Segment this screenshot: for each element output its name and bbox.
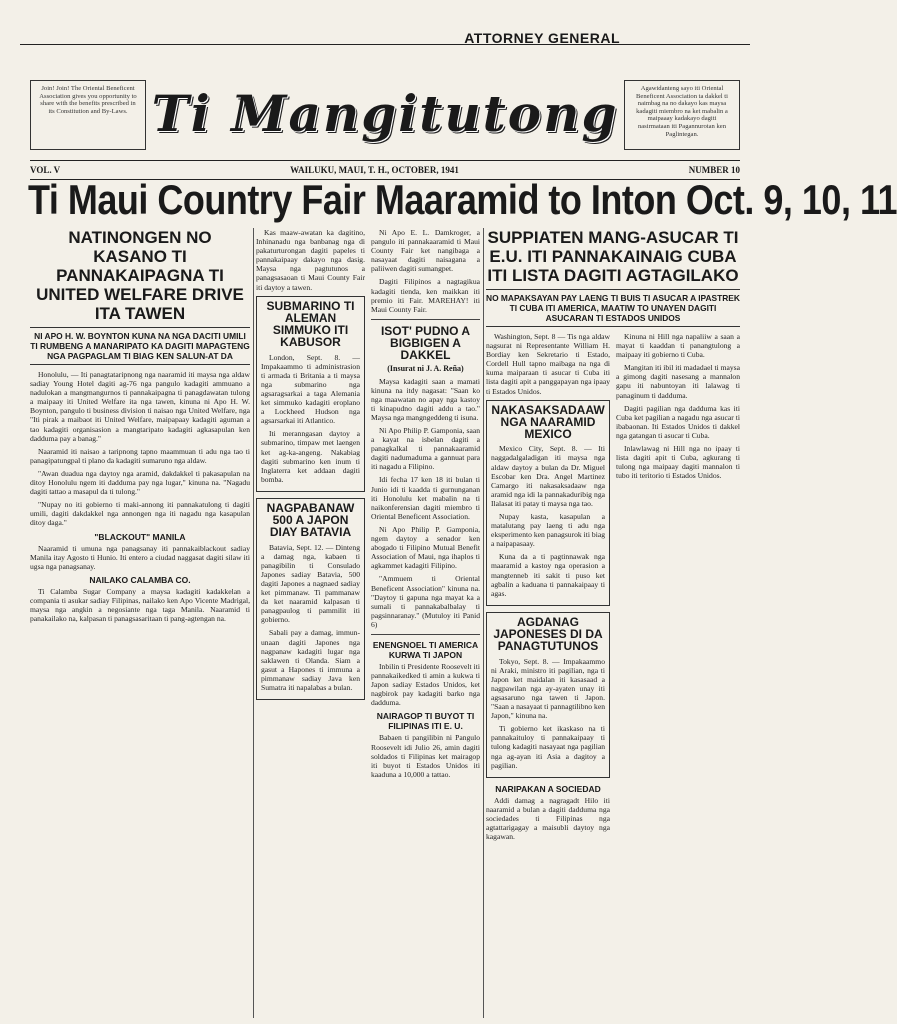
byline: (Insurat ni J. A. Reña) xyxy=(387,363,464,373)
article-paragraph: Iti meranngasan daytoy a submarino, timpaw met laengen ket ag-ka-angeng. Nakabiag dagiti submarino ken inum ti Inglaterra ket addaan dagiti bomba. xyxy=(261,429,360,484)
article-paragraph: "Awan duadua nga daytoy nga aramid, dakdakkel ti pakasapulan na ditoy Honolulu ngem iti dadduma pay nga lugar," kinuna na. "Nagadu dagiti tattao a masapul da ti tulong." xyxy=(30,468,250,497)
right-split xyxy=(486,332,740,845)
issue-number: NUMBER 10 xyxy=(688,165,740,175)
article-paragraph: Ni Apo Philip P. Gamponia, ngem daytoy a senador ken abogado ti Filipino Mutual Benefit Association of Maui, nga ihaplos ti agkammet kadagiti Filipino. xyxy=(371,524,480,571)
attorney-general-stamp: ATTORNEY GENERAL xyxy=(464,30,620,46)
article-paragraph: Inlawlawag ni Hill nga no ipaay ti lista dagiti apit ti Cuba, agkurang ti tulong nga maipaay dagiti mannalon ti tubo iti teritorio ti Estados Unidos. xyxy=(616,444,740,481)
headline-nairagop: NAIRAGOP TI BUYOT TI FILIPINAS ITI E. U. xyxy=(376,711,475,732)
article-paragraph: Babaen ti pangilibin ni Pangulo Roosevelt idi Julio 26, amin dagiti soldados ti Filipinas ket mairagop iti buyot ti Estados Unidos iti kaaduna a 10,000 a tattao. xyxy=(371,733,480,779)
article-paragraph: Dagiti pagilian nga dadduma kas iti Cuba ket pagilian a nagadu nga asucar ti ibabaonan. Iti Estados Unidos ti dakkel nga gatangan ti asucar ti Cuba. xyxy=(616,403,740,440)
column-rule xyxy=(483,228,484,1018)
subhead-blackout-manila: "BLACKOUT" MANILA xyxy=(94,531,186,542)
deck-welfare-drive: NI APO H. W. BOYNTON KUNA NA NGA DACITI UMILI TI RUMBENG A MANARIPATO KA DAGITI MAPAGTENG NGA PAGPAGLAM TI BIAG KEN SALUN-AT DA xyxy=(30,327,250,365)
article-paragraph: "Ammuem ti Oriental Beneficent Association" kinuna na. "Daytoy ti gapuna nga mayat ka a sumali ti pannakabalbalay ti pagsinnaranay." (Mutuloy iti Panid 6) xyxy=(371,574,480,629)
japoneses-box xyxy=(486,612,610,778)
article-columns xyxy=(30,228,740,1018)
headline-isot-pudno: ISOT' PUDNO A BIGBIGEN A DAKKEL xyxy=(380,323,471,363)
middle-top-split xyxy=(256,228,480,783)
article-paragraph: London, Sept. 8. — Impakaammo ti administrasion ti armada ti Britania a ti maysa nga submarino nga agsaragsarkai a taga Alemania ket simmuko kadagiti eroplano a Lockheed Hudson nga agsarsarkai iti Atlantico. xyxy=(261,352,360,426)
article-paragraph: Ti Calamba Sugar Company a maysa kadagiti kadakkelan a compania ti asukar sadiay Filipinas, nailako ken Apo Vicente Madrigal, maysa nga angkin a negosiante nga taga Manila. Naaramid ti panakailako na, kalpasan ti panagsasaritaan ti pang-agtengan na. xyxy=(30,586,250,624)
column-middle xyxy=(256,228,480,1018)
deck-suppiaten: NO MAPAKSAYAN PAY LAENG TI BUIS TI ASUCAR A IPASTREK TI CUBA ITI AMERICA, MAATIW TO UNAYEN DAGITI ASUCARAN TI ESTADOS UNIDOS xyxy=(486,289,740,327)
top-rule xyxy=(20,44,750,45)
article-paragraph: Kinuna ni Hill nga napaliiw a saan a mayat ti kaaddan ti panangtulong a maipaay iti gobierno ti Cuba. xyxy=(616,332,740,360)
headline-batavia: NAGPABANAW 500 A JAPON DIAY BATAVIA xyxy=(266,500,355,540)
article-paragraph: Dagiti Filipinos a nagtagikua kadagiti tienda, ken maikkan iti premio iti Fair. MAREHAY! iti Maui County Fair. xyxy=(371,277,480,314)
headline-suppiaten: SUPPIATEN MANG-ASUCAR TI E.U. ITI PANNAKAINAIG CUBA ITI LISTA DAGITI AGTAGILAKO xyxy=(487,228,739,285)
ear-box-right: Agawidanteng sayo iti Oriental Beneficent Association ta dakkel ti naimbag na no dakayo kas maysa kadagiti miembro na ket mabalin a maipaaay kadakayo dagiti nasirmataan iti Pagannurotan ken Paglintegan. xyxy=(624,80,740,150)
article-paragraph: Ti gobierno ket ikaskaso na ti pannakaituloy ti pannakaipaay ti tulong kadagiti nasayaat nga pagilian nga ag-ayan iti Asia a dagitoy a pagilian. xyxy=(491,724,605,770)
article-paragraph: Ni Apo Philip P. Gamponia, saan a kayat na isbelan dagiti a panagkalkal ti pannakaaramid dagiti nadumaduma a gannuat para iti nagadu a Filipino. xyxy=(371,426,480,472)
article-paragraph: Naaramid iti naisao a taripnong tapno maammuan ti adu nga tao ti panagipatungpal ti plano da kadagiti sumaruno nga aldaw. xyxy=(30,446,250,465)
article-paragraph: Kuna da a ti pagtinnawak nga maaramid a kastoy nga operasion a mangtenneb iti sakit ti puso ket agbalin a kaduana ti pannakaipaay ti agas. xyxy=(491,552,605,598)
article-paragraph: Sabali pay a damag, immun-unaan dagiti Japones nga nagpanaw kadagiti lugar nga saklawen ti Olanda. Siam a gasut a Hapones ti immuna a pimmanaw sadiay Java ken Sumatra iti napalabas a bulan. xyxy=(261,628,360,693)
article-paragraph: Maysa kadagiti saan a mamati kinuna na itdy nagasat: "Saan ko nga maawatan no apay nga kastoy ti kinapudno dagiti addu a tao." Maysa nga mangngeddeng ti isuna. xyxy=(371,376,480,422)
headline-welfare-drive: NATINONGEN NO KASANO TI PANNAKAIPAGNA TI UNITED WELFARE DRIVE ITA TAWEN xyxy=(36,228,244,323)
article-paragraph: Washington, Sept. 8 — Tis nga aldaw nagsurat ni Representante William H. Bordiay ken Sekretario ti Estado, Cordell Hull tapno maibaga na nga di kuma maiparaan ti asucar ti Cuba iti lista dagiti apit a panggapayan nga ipaay ti Estados Unidos. xyxy=(486,332,610,396)
headline-enengnoel: ENENGNOEL TI AMERICA KURWA TI JAPON xyxy=(372,639,479,660)
column-left xyxy=(30,228,250,1018)
article-paragraph: Idi fecha 17 ken 18 iti bulan ti Junio idi ti kaadda ti gurnunganan iti Honolulu ket mabalin na ti naikonferensian dagiti miembro ti Oriental Beneficent Association. xyxy=(371,475,480,521)
article-paragraph: Mangitan iti ibil iti madadael ti maysa a gimong dagiti nasesang a mannalon gapu iti nabuntoyan iti lalawag ti panaginum ti dadduma. xyxy=(616,363,740,400)
column-right xyxy=(486,228,740,1018)
headline-submarino: SUBMARINO TI ALEMAN SIMMUKO ITI KABUSOR xyxy=(266,298,355,350)
article-paragraph: Inbilin ti Presidente Roosevelt iti pannakaikedked ti amin a kukwa ti Japon sadiay Estados Unidos, ket nagbirok pay kadagiti barko nga dadduma. xyxy=(371,661,480,708)
article-paragraph: Naaramid ti umuna nga panagsanay iti pannakaiblackout sadiay Manila itay Agosto ti Hunio. Iti entero a ciudad naggasat dagiti silaw iti ugsa nga panagsanay. xyxy=(30,543,250,571)
article-paragraph: "Nupay no iti gobierno ti maki-annong iti pannakatulong ti dagiti umili, dagiti dakdakkel nga annongen nga iti nagadu nga kasapulan ditoy daga." xyxy=(30,500,250,528)
banner-headline: Ti Maui Country Fair Maaramid to Inton Oct. 9, 10, 11 xyxy=(28,175,897,223)
article-paragraph: Kas maaw-awatan ka dagitino, Inhinanadu nga banbanag nga di pakaturturongan dagiti papeles ti pannakaipaay dakayo nga dasig. Maysa nga pagtutunos a panagsasaoan ti Maui County Fair iti daytoy a tawen. xyxy=(256,228,365,292)
article-paragraph: Ni Apo E. L. Damkroger, a pangulo iti pannakaaramid ti Maui County Fair ket nangibaga a nasayaat dagiti naisagana a paliiwen dagiti sumangpet. xyxy=(371,228,480,274)
column-rule xyxy=(253,228,254,1018)
divider xyxy=(371,319,480,320)
article-paragraph: Honolulu, — Iti panagtataripnong nga naaramid iti maysa nga aldaw sadiay Young Hotel dagiti ag-76 nga pangulo kadagiti ammuano a nadulokan a mangmangurnos ti pannakaipagna ti panagdawatan tulong a maipaay iti United Welfare ita nga tawen, kinuna ni Apo H. W. Boynton, pangulo ti business division ti naisao nga United Welfare, nga "Iti pirak a maibaot iti United Welfare, maipapaay kadagiti aguman a tao kadagiti organisasion a mangtaripato kadagiti agkasapulan ken dadduma pay a banag." xyxy=(30,370,250,443)
divider xyxy=(371,634,480,635)
headline-agdanag: AGDANAG JAPONESES DI DA PANAGTUTUNOS xyxy=(493,614,603,654)
mexico-box xyxy=(486,400,610,606)
headline-naripakan: NARIPAKAN A SOCIEDAD xyxy=(495,783,601,794)
masthead-title: Ti Mangitutong xyxy=(151,84,619,143)
subhead-calamba: NAILAKO CALAMBA CO. xyxy=(89,574,191,585)
article-paragraph: Nupay kasta, kasapulan a matalutang pay laeng ti adu nga eksperimento ken panagsurok iti biag a naipapasaay. xyxy=(491,512,605,549)
ear-box-left: Join! Join! The Oriental Beneficent Association gives you opportunity to share with the benefits prescribed in its Constitution and By-Laws. xyxy=(30,80,146,150)
submarino-box xyxy=(256,296,365,492)
dateline-text: WAILUKU, MAUI, T. H., OCTOBER, 1941 xyxy=(290,165,459,175)
batavia-box xyxy=(256,498,365,700)
article-paragraph: Mexico City, Sept. 8. — Iti naggadalgaladigan iti maysa nga aldaw daytoy a bulan da Dr. Miguel Escobar ken Dra. Angel Martinez Camargo iti nakasaksadaaw nga aramid nga idi la pannakaduribig nga Ilalasat iti patay ti maysa nga tao. xyxy=(491,444,605,508)
headline-mexico: NAKASAKSADAAW NGA NAARAMID MEXICO xyxy=(491,402,605,442)
article-paragraph: Batavia, Sept. 12. — Dinteng a damag nga, kabaen ti panagibilin ti Consulado Japones sadiay Batavia, 500 dagiti Japones a nagnaed sadiay ket pimmanaw. Ti pammanaw da ket naaramid kalpasan ti panagpaulog ti pammilit iti gobierno. xyxy=(261,542,360,625)
article-paragraph: Addi damag a nagragadt Hilo iti naaramid a bulan a dagiti dadduma nga sociedades ti Filipinas nga agtattarigagay a maisubli daytoy nga kagawan. xyxy=(486,795,610,842)
volume-label: VOL. V xyxy=(30,165,61,175)
article-paragraph: Tokyo, Sept. 8. — Impakaammo ni Araki, ministro iti pagilian, nga ti Japon ket maidalan iti kasasaad a nagpawilan nga ay-ayaten unay iti agsasaruno nga tawen ti Japon. "Saan a nasayaat ti pannagtilibno ken Japon," kinuna na. xyxy=(491,656,605,721)
